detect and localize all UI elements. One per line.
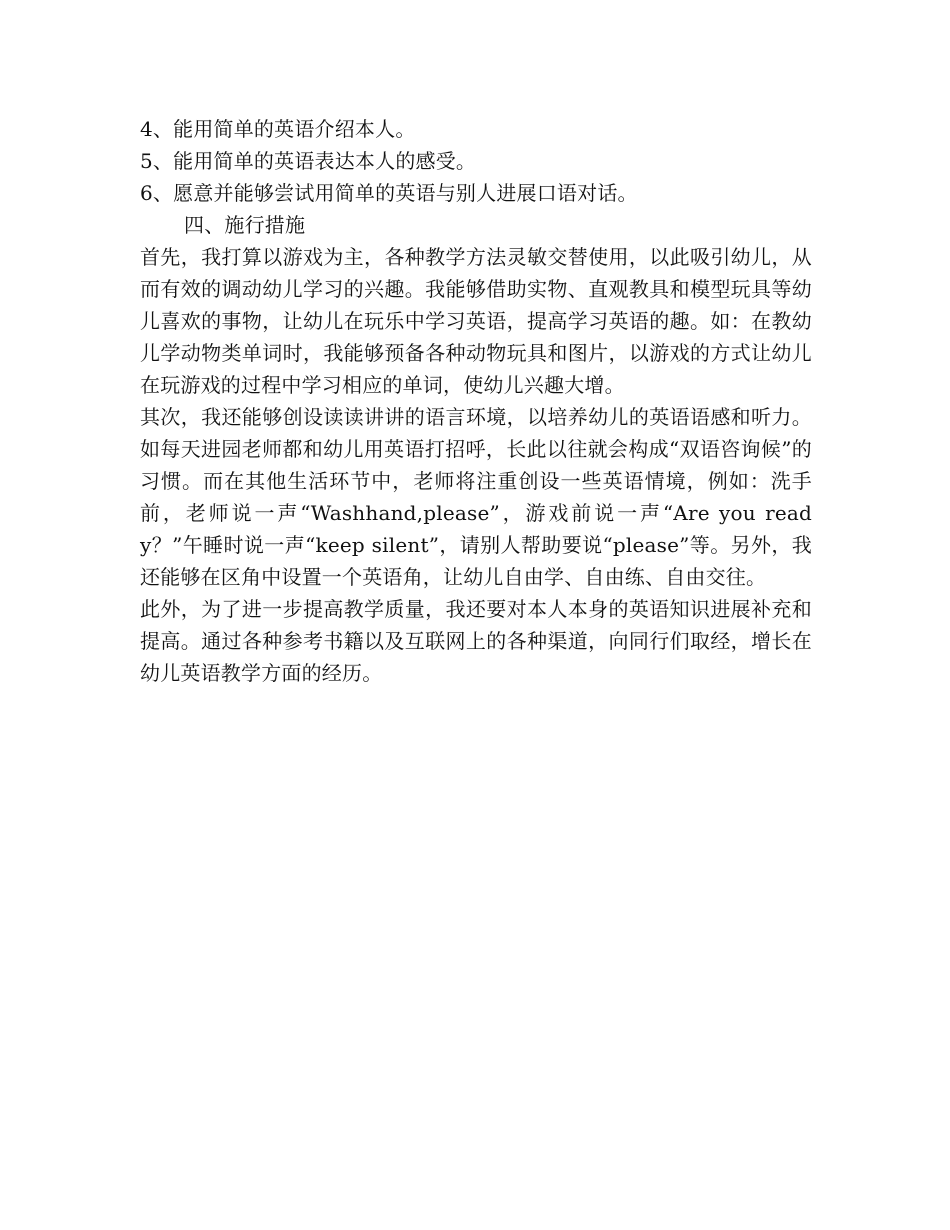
list-item: 4、能用简单的英语介绍本人。: [140, 117, 416, 141]
paragraph-second: 其次，我还能够创设读读讲讲的语言环境，以培养幼儿的英语语感和听力。如每天进园老师都和幼儿用英语打招呼，长此以往就会构成“双语咨询候”的习惯。而在其他生活环节中，老师将注重创设一些英语情境，例如：洗手前，老师说一声“Washhand,please”，游戏前说一声“Are you ready？”午睡时说一声“keep silent”，请别人帮助要说“please”等。另外，我还能够在区角中设置一个英语角，让幼儿自由学、自由练、自由交往。: [140, 405, 812, 589]
list-item: 6、愿意并能够尝试用简单的英语与别人进展口语对话。: [140, 181, 638, 205]
section-heading: 四、施行措施: [184, 213, 306, 237]
paragraph-third: 此外，为了进一步提高教学质量，我还要对本人本身的英语知识进展补充和提高。通过各种参考书籍以及互联网上的各种渠道，向同行们取经，增长在幼儿英语教学方面的经历。: [140, 597, 812, 685]
list-item: 5、能用简单的英语表达本人的感受。: [140, 149, 477, 173]
document-body: [140, 113, 812, 689]
paragraph-first: 首先，我打算以游戏为主，各种教学方法灵敏交替使用，以此吸引幼儿，从而有效的调动幼儿学习的兴趣。我能够借助实物、直观教具和模型玩具等幼儿喜欢的事物，让幼儿在玩乐中学习英语，提高学习英语的趣。如：在教幼儿学动物类单词时，我能够预备各种动物玩具和图片，以游戏的方式让幼儿在玩游戏的过程中学习相应的单词，使幼儿兴趣大增。: [140, 245, 812, 397]
